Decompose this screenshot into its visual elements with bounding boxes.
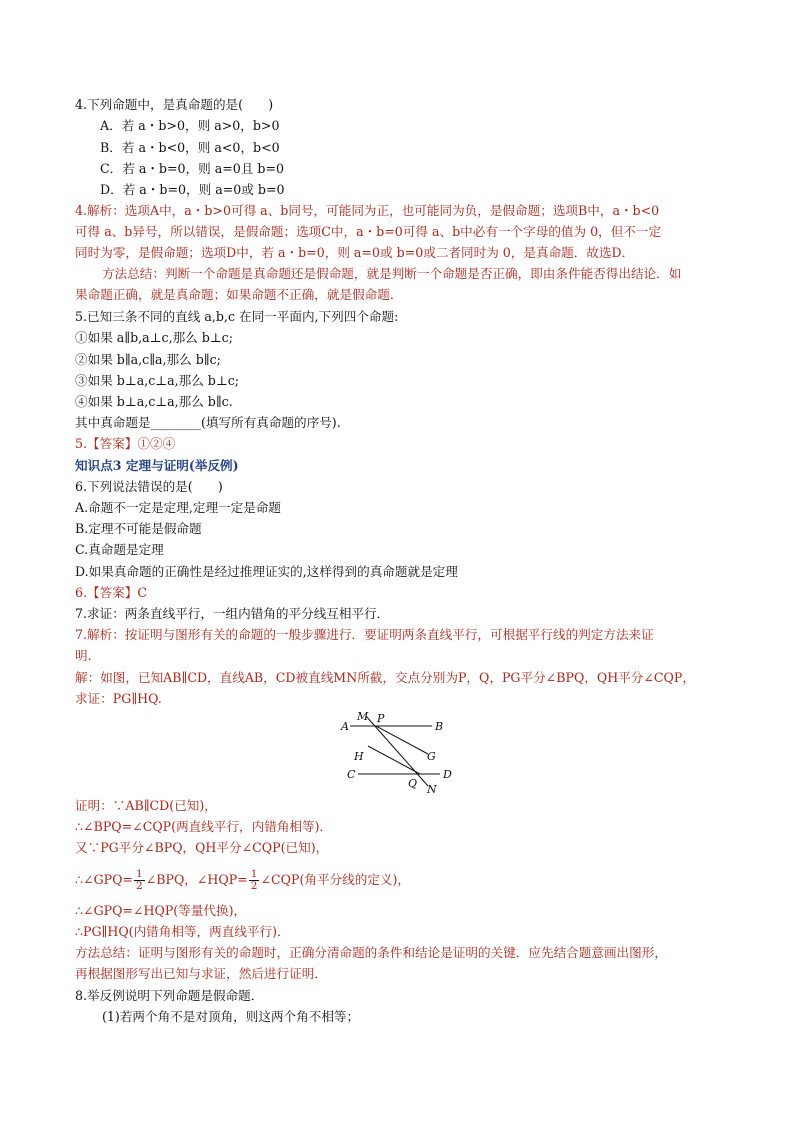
q7-proof-line-5: ∴∠GPQ=∠HQP(等量代换)， <box>75 903 247 918</box>
q4-stem: 4.下列命题中，是真命题的是( ) <box>75 97 274 112</box>
knowledge-point-heading: 知识点3 定理与证明(举反例) <box>75 458 239 473</box>
q5-item-3: ③如果 b⊥a,c⊥a,那么 b⊥c; <box>75 373 240 388</box>
q6-option-c: C.真命题是定理 <box>75 542 164 557</box>
q4-analysis-line: 同时为零，是假命题；选项D中，若 a・b=0，则 a=0或 b=0或二者同时为 0，是真命题．故选D． <box>75 245 635 260</box>
fraction-numerator: 1 <box>135 868 143 880</box>
label-g: G <box>427 750 436 763</box>
proof-4-part-b: ∠BPQ，∠HQP= <box>145 872 248 887</box>
q7-proof-line-2: ∴∠BPQ=∠CQP(两直线平行，内错角相等)． <box>75 819 333 834</box>
q4-option-d: D．若 a・b=0，则 a=0或 b=0 <box>100 182 285 197</box>
q8-item-1: (1)若两个角不是对顶角，则这两个角不相等； <box>102 1009 360 1024</box>
q7-solution-line: 求证：PG∥HQ. <box>75 691 162 706</box>
fraction-denominator: 2 <box>250 880 258 892</box>
label-n: N <box>427 783 437 796</box>
q7-method-line: 再根据图形写出已知与求证，然后进行证明． <box>75 966 327 981</box>
q4-analysis-line: 可得 a、b异号，所以错误，是假命题；选项C中，a・b=0可得 a、b中必有一个字母的值为 0，但不一定 <box>75 224 662 239</box>
q6-answer: 6.【答案】C <box>75 585 148 600</box>
label-h: H <box>354 750 364 763</box>
q5-item-4: ④如果 b⊥a,c⊥a,那么 b∥c. <box>75 394 233 409</box>
q6-stem: 6.下列说法错误的是( ) <box>75 479 223 494</box>
label-a: A <box>341 720 349 733</box>
label-m: M <box>357 710 369 723</box>
fraction-one-half <box>249 869 260 892</box>
label-d: D <box>443 768 452 781</box>
q7-analysis-line: 7.解析：按证明与图形有关的命题的一般步骤进行．要证明两条直线平行，可根据平行线的判定方法来证 <box>75 627 654 642</box>
q4-option-a: A．若 a・b>0，则 a>0，b>0 <box>100 118 280 133</box>
label-p: P <box>377 712 385 725</box>
q5-item-1: ①如果 a∥b,a⊥c,那么 b⊥c; <box>75 330 233 345</box>
q4-analysis-line: 4.解析：选项A中，a・b>0可得 a、b同号，可能同为正，也可能同为负，是假命题；选项B中，a・b<0 <box>75 203 660 218</box>
q7-analysis-line: 明． <box>75 648 101 663</box>
parallel-lines-figure <box>336 706 466 798</box>
q4-option-c: C．若 a・b=0，则 a=0且 b=0 <box>100 161 285 176</box>
q6-option-b: B.定理不可能是假命题 <box>75 521 202 536</box>
label-q: Q <box>408 777 418 790</box>
q7-proof-line-6: ∴PG∥HQ(内错角相等，两直线平行)． <box>75 924 290 939</box>
fraction-numerator: 1 <box>250 868 258 880</box>
q7-proof-line-3: 又∵PG平分∠BPQ，QH平分∠CQP(已知)， <box>75 840 329 855</box>
label-c: C <box>347 768 356 781</box>
proof-4-part-a: ∴∠GPQ= <box>75 872 133 887</box>
q5-stem: 5.已知三条不同的直线 a,b,c 在同一平面内,下列四个命题: <box>75 309 399 324</box>
q7-method-line: 方法总结：证明与图形有关的命题时，正确分清命题的条件和结论是证明的关键．应先结合题意画出图形， <box>75 945 667 960</box>
line-pg <box>376 726 428 754</box>
q7-stem: 7.求证：两条直线平行，一组内错角的平分线互相平行． <box>75 606 390 621</box>
label-b: B <box>435 720 444 733</box>
proof-4-part-c: ∠CQP(角平分线的定义)， <box>260 872 411 887</box>
q6-option-a: A.命题不一定是定理,定理一定是命题 <box>75 500 282 515</box>
q5-fill-prompt: 其中真命题是________(填写所有真命题的序号). <box>75 415 341 430</box>
q7-proof-line-4 <box>75 867 410 893</box>
line-hq <box>368 746 420 774</box>
q4-method-line: 方法总结：判断一个命题是真命题还是假命题，就是判断一个命题是否正确，即由条件能否得出结论．如 <box>102 266 682 281</box>
q8-stem: 8.举反例说明下列命题是假命题． <box>75 988 264 1003</box>
q7-solution-line: 解：如图，已知AB∥CD，直线AB，CD被直线MN所截，交点分别为P，Q，PG平分∠BPQ，QH平分∠CQP， <box>75 670 695 685</box>
q4-option-b: B．若 a・b<0，则 a<0，b<0 <box>100 140 280 155</box>
q6-option-d: D.如果真命题的正确性是经过推理证实的,这样得到的真命题就是定理 <box>75 564 458 579</box>
q5-item-2: ②如果 b∥a,c∥a,那么 b∥c; <box>75 352 221 367</box>
fraction-denominator: 2 <box>135 880 143 892</box>
q5-answer: 5.【答案】①②④ <box>75 436 176 451</box>
q4-method-line: 果命题正确，就是真命题；如果命题不正确，就是假命题． <box>75 287 403 302</box>
q7-proof-line-1: 证明：∵AB∥CD(已知)， <box>75 798 217 813</box>
fraction-one-half <box>134 869 145 892</box>
